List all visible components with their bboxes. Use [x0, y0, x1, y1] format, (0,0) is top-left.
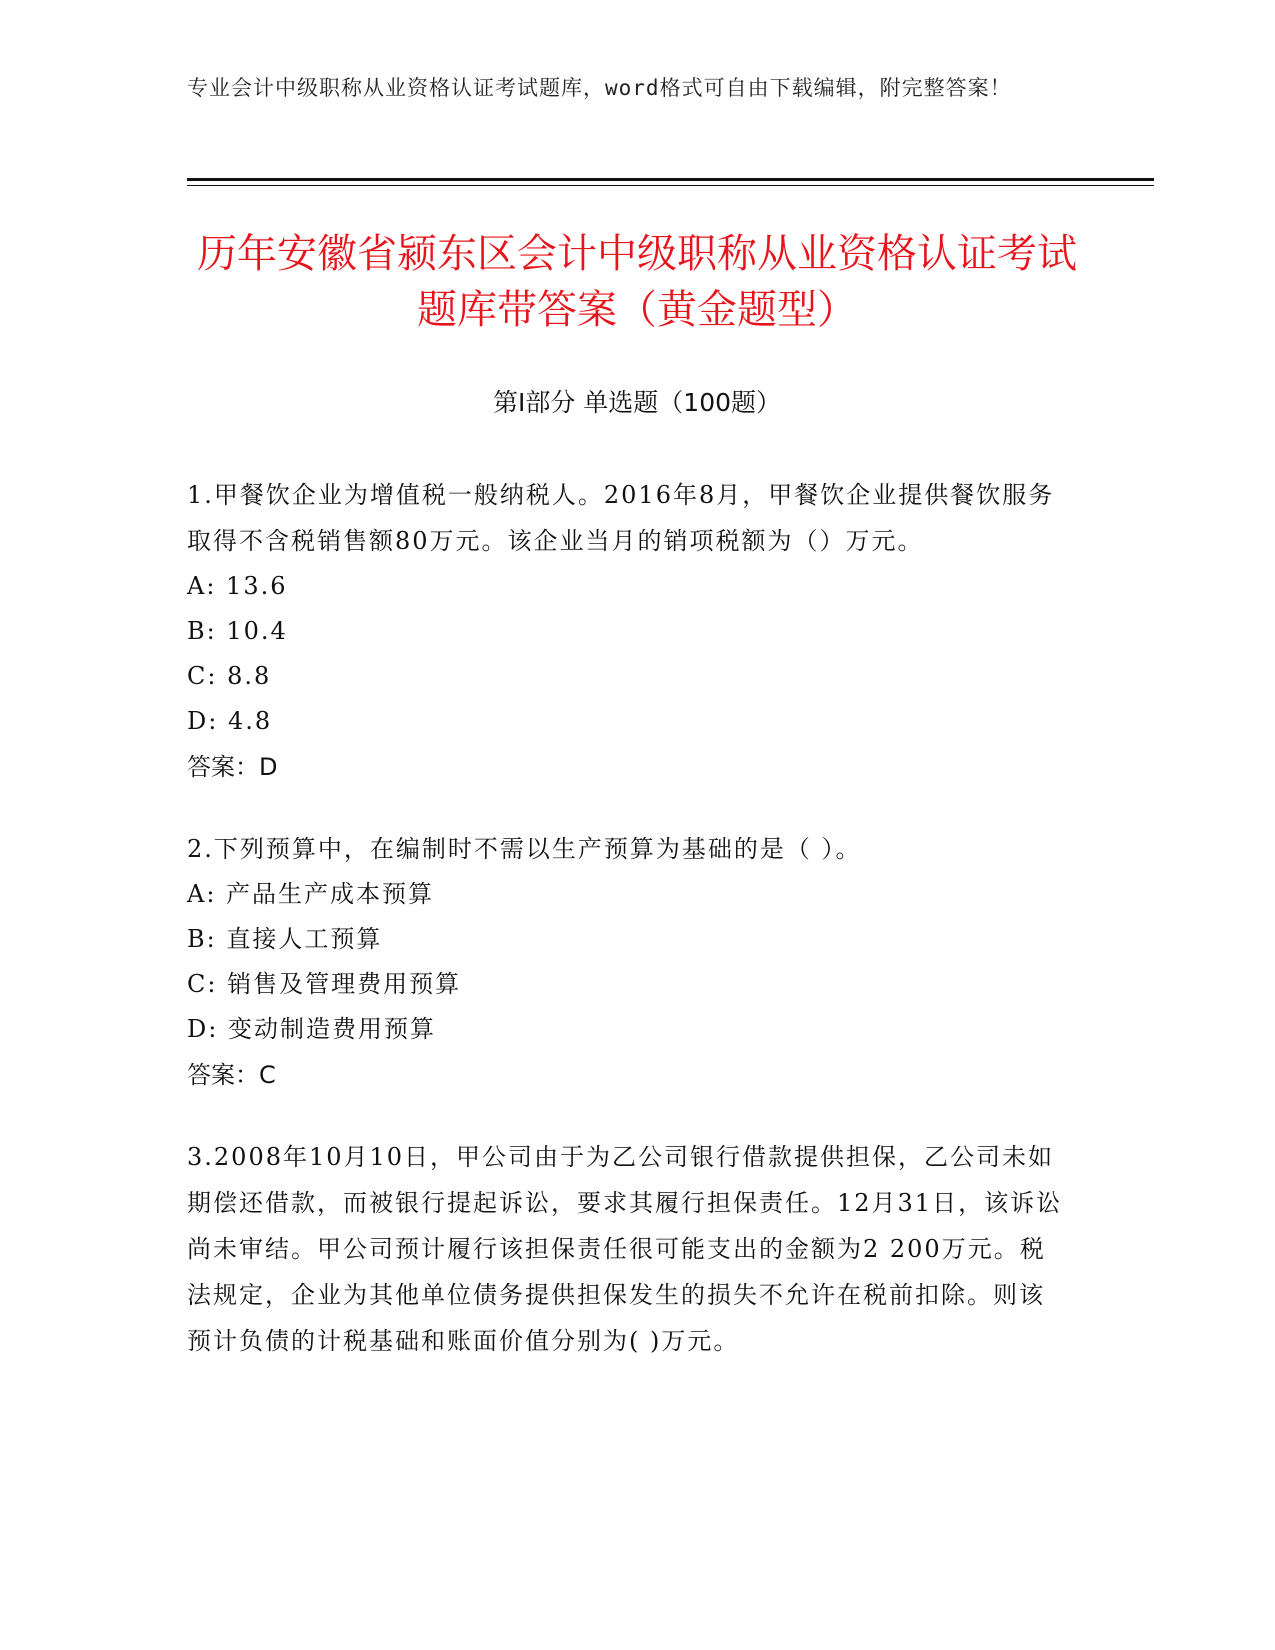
option-b: B: 直接人工预算	[187, 925, 383, 953]
question-text: 2.下列预算中，在编制时不需以生产预算为基础的是（ ）。	[187, 835, 862, 863]
question-text: 3.2008年10月10日，甲公司由于为乙公司银行借款提供担保，乙公司未如期偿还借款，而被银行提起诉讼，要求其履行担保责任。12月31日，该诉讼尚未审结。甲公司预计履行该担保责任很可能支出的金额为2 200万元。税法规定，企业为其他单位债务提供担保发生的损失不允许在税前扣除。则该预计负债的计税基础和账面价值分别为( )万元。	[187, 1143, 1063, 1355]
question-2	[187, 826, 1067, 1098]
answer: 答案：D	[187, 753, 278, 781]
header-note: 专业会计中级职称从业资格认证考试题库，word格式可自由下载编辑，附完整答案！	[187, 76, 1012, 100]
document-title: 历年安徽省颍东区会计中级职称从业资格认证考试题库带答案（黄金题型）	[197, 231, 1077, 333]
question-1	[187, 472, 1067, 790]
header-divider-thin	[187, 185, 1154, 186]
option-d: D: 4.8	[187, 707, 273, 735]
header-divider-thick	[187, 178, 1154, 181]
option-b: B: 10.4	[187, 617, 288, 645]
option-d: D: 变动制造费用预算	[187, 1015, 436, 1043]
question-3	[187, 1134, 1067, 1364]
option-c: C: 8.8	[187, 662, 272, 690]
option-a: A: 产品生产成本预算	[187, 880, 435, 908]
option-a: A: 13.6	[187, 572, 288, 600]
question-text: 1.甲餐饮企业为增值税一般纳税人。2016年8月，甲餐饮企业提供餐饮服务取得不含税销售额80万元。该企业当月的销项税额为（）万元。	[187, 481, 1055, 555]
question-list	[187, 472, 1067, 1400]
section-title: 第I部分 单选题（100题）	[492, 388, 782, 417]
answer: 答案：C	[187, 1061, 276, 1089]
option-c: C: 销售及管理费用预算	[187, 970, 462, 998]
